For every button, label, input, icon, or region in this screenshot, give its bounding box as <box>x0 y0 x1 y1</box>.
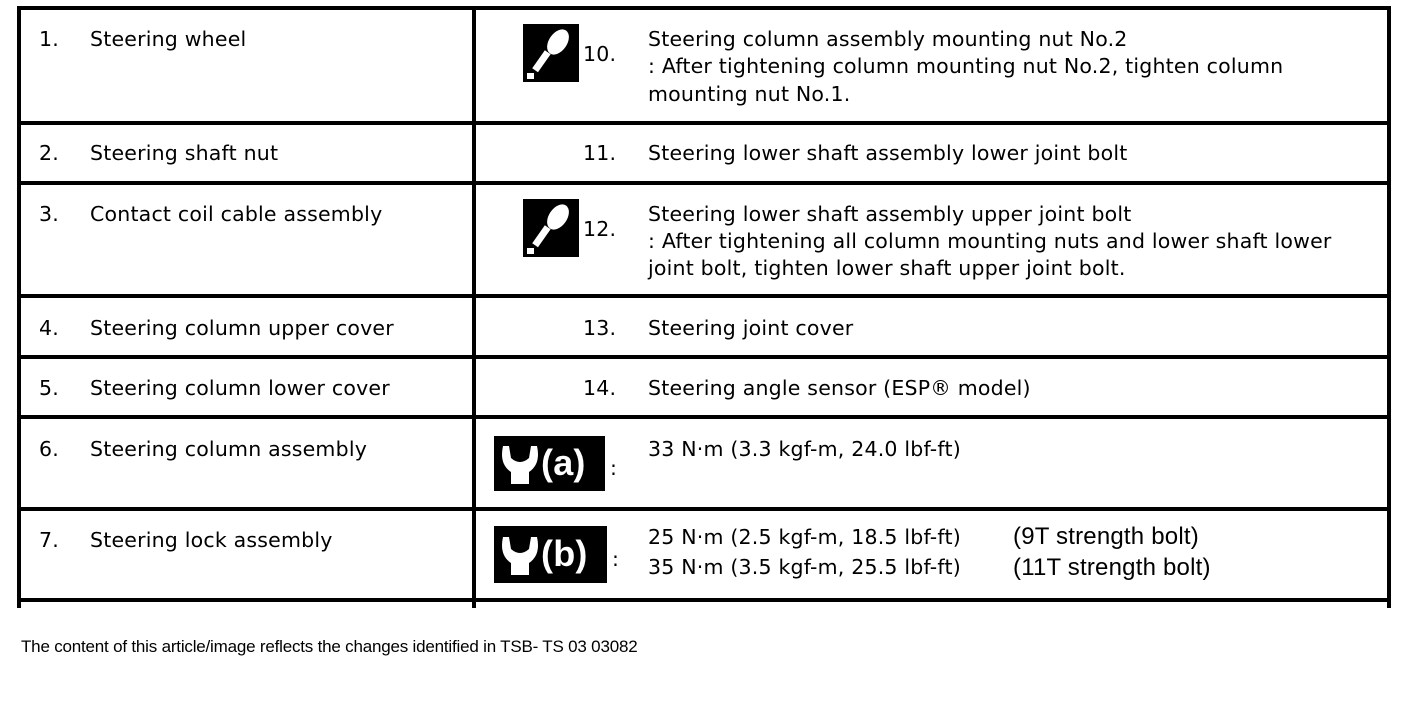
item-number: 13. <box>583 316 617 340</box>
item-number: 12. <box>583 217 617 241</box>
item-description-line: joint bolt, tighten lower shaft upper joint bolt. <box>648 256 1126 280</box>
item-description-line: Steering lower shaft assembly upper joint bolt <box>648 202 1132 226</box>
torque-spec-b-badge <box>494 526 607 583</box>
tsb-footnote: The content of this article/image reflects the changes identified in TSB- TS 03 03082 <box>21 637 638 656</box>
item-description-line: : After tightening all column mounting nuts and lower shaft lower <box>648 229 1332 253</box>
item-name: Steering lock assembly <box>90 528 333 552</box>
item-number: 4. <box>39 316 59 340</box>
item-name: Steering shaft nut <box>90 141 279 165</box>
column-divider <box>472 6 476 608</box>
torque-label-a: (a) <box>541 442 586 483</box>
torque-colon: : <box>612 547 620 571</box>
torque-colon: : <box>610 456 618 480</box>
item-description-line: Steering angle sensor (ESP® model) <box>648 376 1031 400</box>
row-divider <box>21 294 1387 298</box>
item-name: Steering column assembly <box>90 437 368 461</box>
row-divider <box>21 598 1387 602</box>
item-number: 10. <box>583 42 617 66</box>
item-name: Steering column lower cover <box>90 376 390 400</box>
torque-label-b: (b) <box>541 533 588 574</box>
step-order-icon <box>523 24 579 82</box>
torque-note-b-1: (9T strength bolt) <box>1013 523 1199 550</box>
item-number: 6. <box>39 437 59 461</box>
item-number: 7. <box>39 528 59 552</box>
torque-value-b-1: 25 N·m (2.5 kgf-m, 18.5 lbf-ft) <box>648 525 961 549</box>
item-description-line: : After tightening column mounting nut No.2, tighten column <box>648 54 1284 78</box>
item-number: 1. <box>39 27 59 51</box>
row-divider <box>21 6 1387 10</box>
parts-legend-table <box>17 6 1391 608</box>
item-number: 11. <box>583 141 617 165</box>
item-description-line: Steering lower shaft assembly lower joint bolt <box>648 141 1128 165</box>
item-name: Steering wheel <box>90 27 247 51</box>
step-order-icon <box>523 199 579 257</box>
item-number: 3. <box>39 202 59 226</box>
row-divider <box>21 181 1387 185</box>
item-number: 5. <box>39 376 59 400</box>
item-name: Contact coil cable assembly <box>90 202 383 226</box>
row-divider <box>21 121 1387 125</box>
row-divider <box>21 507 1387 511</box>
torque-value-b-2: 35 N·m (3.5 kgf-m, 25.5 lbf-ft) <box>648 555 961 579</box>
item-description-line: Steering joint cover <box>648 316 854 340</box>
item-name: Steering column upper cover <box>90 316 394 340</box>
item-number: 14. <box>583 376 617 400</box>
wrench-icon <box>499 533 541 577</box>
item-number: 2. <box>39 141 59 165</box>
torque-note-b-2: (11T strength bolt) <box>1013 554 1211 581</box>
torque-value-a: 33 N·m (3.3 kgf-m, 24.0 lbf-ft) <box>648 437 961 461</box>
item-description-line: Steering column assembly mounting nut No.2 <box>648 27 1128 51</box>
wrench-icon <box>499 442 541 486</box>
item-description-line: mounting nut No.1. <box>648 82 851 106</box>
torque-spec-a-badge <box>494 436 605 491</box>
row-divider <box>21 415 1387 419</box>
row-divider <box>21 355 1387 359</box>
